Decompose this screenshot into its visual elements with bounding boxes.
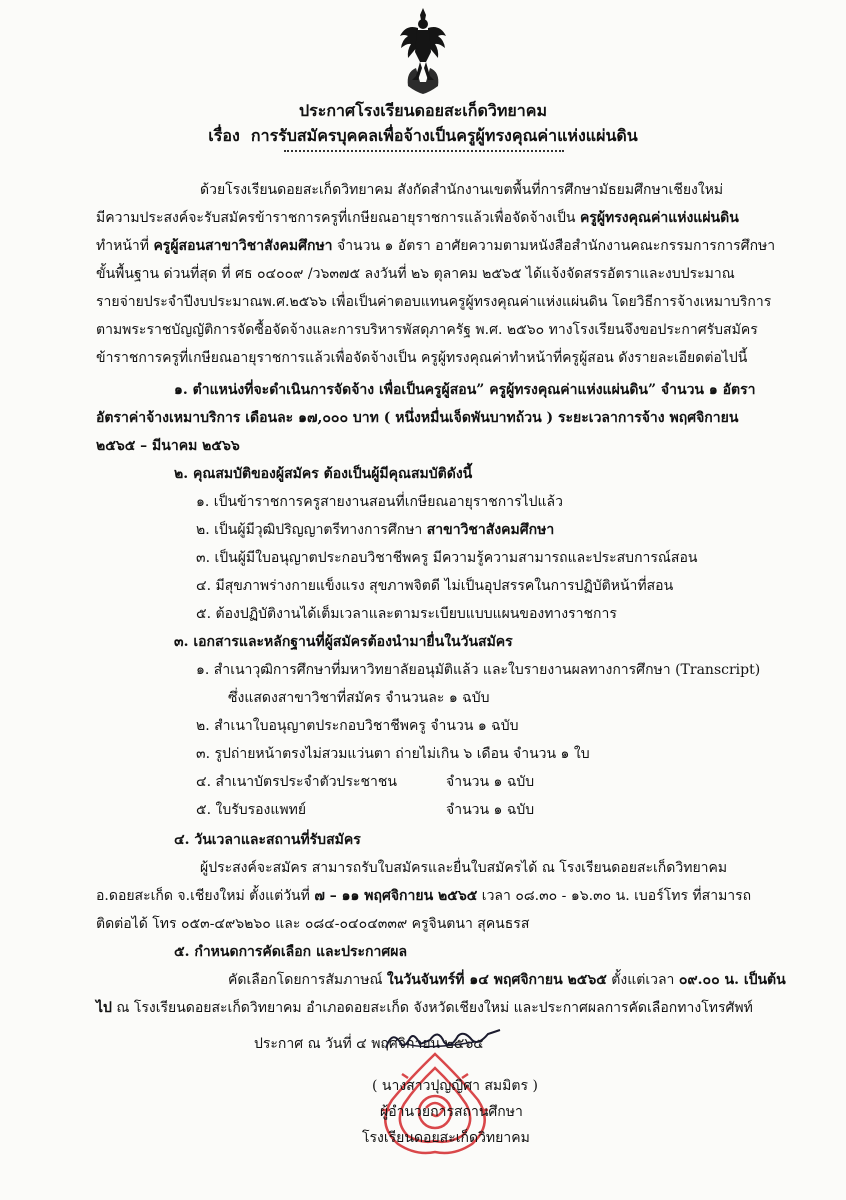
section4-line	[96, 886, 751, 906]
intro-line: ข้าราชการครูที่เกษียณอายุราชการแล้วเพื่อจัดจ้างเป็น ครูผู้ทรงคุณค่าทำหน้าที่ครูผู้สอน ดังรายละเอียดต่อไปนี้	[96, 350, 748, 366]
section5-title: ๕. กำหนดการคัดเลือก และประกาศผล	[174, 944, 408, 960]
section4-title: ๔. วันเวลาและสถานที่รับสมัคร	[174, 832, 361, 848]
line-text: ณ โรงเรียนดอยสะเก็ดวิทยาคม อำเภอดอยสะเก็ด จังหวัดเชียงใหม่ และประกาศผลการคัดเลือกทางโทรศัพท์	[111, 1000, 753, 1016]
title-divider	[284, 150, 564, 152]
item-bold-text: สาขาวิชาสังคมศึกษา	[426, 522, 555, 538]
section2-item	[196, 520, 554, 540]
section2-item: ๔. มีสุขภาพร่างกายแข็งแรง สุขภาพจิตดี ไม่เป็นอุปสรรคในการปฏิบัติหน้าที่สอน	[196, 578, 674, 594]
section3-item-count: จำนวน ๑ ฉบับ	[446, 802, 535, 818]
section1-line: ๒๕๖๕ – มีนาคม ๒๕๖๖	[96, 438, 240, 454]
line-text: เวลา ๐๘.๓๐ - ๑๖.๓๐ น. เบอร์โทร ที่สามารถ	[477, 888, 752, 904]
intro-text: จำนวน ๑ อัตรา อาศัยความตามหนังสือสำนักงานคณะกรรมการการศึกษา	[332, 238, 776, 254]
section1-line: อัตราค่าจ้างเหมาบริการ เดือนละ ๑๗,๐๐๐ บาท ( หนึ่งหมื่นเจ็ดพันบาทถ้วน ) ระยะเวลาการจ้าง พฤศจิกายน	[96, 410, 739, 426]
section4-line: ติดต่อได้ โทร ๐๕๓-๔๙๖๒๖๐ และ ๐๘๔-๐๔๐๔๓๓๙ ครูจินตนา สุคนธรส	[96, 916, 530, 932]
section3-item: ๒. สำเนาใบอนุญาตประกอบวิชาชีพครู จำนวน ๑ ฉบับ	[196, 718, 519, 734]
line-text: คัดเลือกโดยการสัมภาษณ์	[228, 972, 387, 988]
section3-item: ๕. ใบรับรองแพทย์	[196, 802, 307, 818]
director-name: ( นางสาวปุญญิศา สมมิตร )	[372, 1078, 538, 1094]
intro-bold-text: ครูผู้ทรงคุณค่าแห่งแผ่นดิน	[579, 210, 739, 226]
intro-line: รายจ่ายประจำปีงบประมาณพ.ศ.๒๕๖๖ เพื่อเป็นค่าตอบแทนครูผู้ทรงคุณค่าแห่งแผ่นดิน โดยวิธีการจ้างเหมาบริการ	[96, 294, 772, 310]
line-text: อ.ดอยสะเก็ด จ.เชียงใหม่ ตั้งแต่วันที่	[96, 888, 315, 904]
section1-line: ๑. ตำแหน่งที่จะดำเนินการจัดจ้าง เพื่อเป็นครูผู้สอน” ครูผู้ทรงคุณค่าแห่งแผ่นดิน” จำนวน ๑ อัตรา	[174, 382, 756, 398]
intro-line: ขั้นพื้นฐาน ด่วนที่สุด ที่ ศธ ๐๔๐๐๙ /ว๖๓๗๕ ลงวันที่ ๒๖ ตุลาคม ๒๕๖๕ ได้แจ้งจัดสรรอัตราและงบประมาณ	[96, 266, 735, 282]
announcement-date: ประกาศ ณ วันที่ ๔ พฤศจิกายน ๒๕๖๕	[254, 1036, 484, 1052]
line-bold-text: ไป	[96, 1000, 112, 1016]
intro-line	[96, 208, 739, 228]
section5-line	[228, 970, 786, 990]
intro-line	[96, 236, 775, 256]
section5-line	[96, 998, 753, 1018]
line-bold-text: ๗ – ๑๑ พฤศจิกายน ๒๕๖๕	[314, 888, 478, 904]
section3-item: ๔. สำเนาบัตรประจำตัวประชาชน	[196, 774, 397, 790]
section3-title: ๓. เอกสารและหลักฐานที่ผู้สมัครต้องนำมายื่นในวันสมัคร	[174, 634, 513, 650]
section3-item-count: จำนวน ๑ ฉบับ	[446, 774, 535, 790]
section2-title: ๒. คุณสมบัติของผู้สมัคร ต้องเป็นผู้มีคุณสมบัติดังนี้	[174, 466, 473, 482]
school-name: โรงเรียนดอยสะเก็ดวิทยาคม	[362, 1130, 530, 1146]
section2-item: ๓. เป็นผู้มีใบอนุญาตประกอบวิชาชีพครู มีความรู้ความสามารถและประสบการณ์สอน	[196, 550, 698, 566]
line-text: ตั้งแต่เวลา	[606, 972, 679, 988]
section2-item: ๕. ต้องปฏิบัติงานได้เต็มเวลาและตามระเบียบแบบแผนของทางราชการ	[196, 606, 617, 622]
intro-line: ด้วยโรงเรียนดอยสะเก็ดวิทยาคม สังกัดสำนักงานเขตพื้นที่การศึกษามัธยมศึกษาเชียงใหม่	[200, 182, 724, 198]
intro-text: มีความประสงค์จะรับสมัครข้าราชการครูที่เกษียณอายุราชการแล้วเพื่อจัดจ้างเป็น	[96, 210, 580, 226]
section4-line: ผู้ประสงค์จะสมัคร สามารถรับใบสมัครและยื่นใบสมัครได้ ณ โรงเรียนดอยสะเก็ดวิทยาคม	[200, 860, 728, 876]
director-signature-icon	[378, 1020, 508, 1060]
line-bold-text: ในวันจันทร์ที่ ๑๔ พฤศจิกายน ๒๕๖๕	[386, 972, 607, 988]
garuda-emblem-icon	[398, 6, 448, 96]
section3-item: ๓. รูปถ่ายหน้าตรงไม่สวมแว่นตา ถ่ายไม่เกิน ๖ เดือน จำนวน ๑ ใบ	[196, 746, 590, 762]
subject-label: เรื่อง	[208, 126, 240, 145]
announcement-title: ประกาศโรงเรียนดอยสะเก็ดวิทยาคม	[299, 101, 547, 120]
director-position: ผู้อำนวยการสถานศึกษา	[380, 1104, 523, 1120]
section3-item: ๑. สำเนาวุฒิการศึกษาที่มหาวิทยาลัยอนุมัติแล้ว และใบรายงานผลทางการศึกษา (Transcript)	[196, 662, 761, 678]
section3-item-cont: ซึ่งแสดงสาขาวิชาที่สมัคร จำนวนละ ๑ ฉบับ	[228, 690, 490, 706]
intro-line: ตามพระราชบัญญัติการจัดซื้อจัดจ้างและการบริหารพัสดุภาครัฐ พ.ศ. ๒๕๖๐ ทางโรงเรียนจึงขอประกาศรับสมัคร	[96, 322, 758, 338]
item-text: ๒. เป็นผู้มีวุฒิปริญญาตรีทางการศึกษา	[196, 522, 427, 538]
section2-item: ๑. เป็นข้าราชการครูสายงานสอนที่เกษียณอายุราชการไปแล้ว	[196, 494, 564, 510]
line-bold-text: ๐๙.๐๐ น. เป็นต้น	[678, 972, 786, 988]
intro-bold-text: ครูผู้สอนสาขาวิชาสังคมศึกษา	[153, 238, 333, 254]
intro-text: ทำหน้าที่	[96, 238, 154, 254]
announcement-subject	[0, 124, 846, 149]
subject-text: การรับสมัครบุคคลเพื่อจ้างเป็นครูผู้ทรงคุณค่าแห่งแผ่นดิน	[250, 126, 638, 145]
